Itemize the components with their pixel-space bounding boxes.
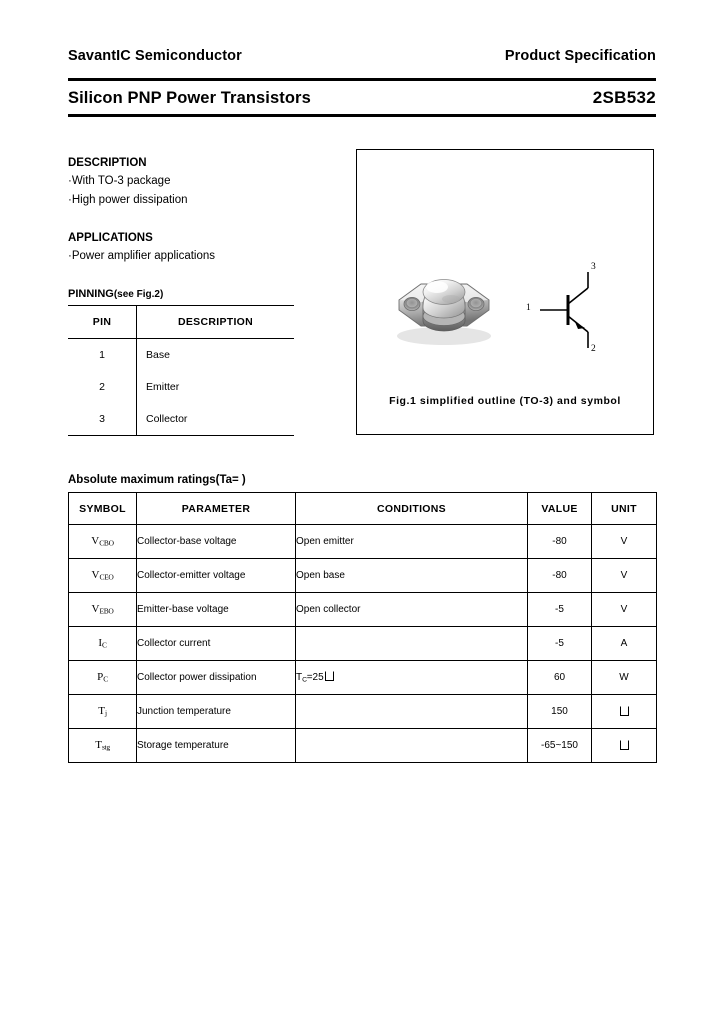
degree-celsius-missing-glyph [620, 706, 629, 716]
symbol-subscript: C [103, 674, 108, 684]
symbol-main: I [98, 637, 102, 650]
condition-main: T [296, 672, 303, 684]
description-item: ·With TO-3 package [68, 175, 171, 187]
table-header-row [68, 306, 294, 339]
document-type: Product Specification [504, 48, 656, 64]
table-row [68, 371, 294, 403]
pinning-title-note: (see Fig.2) [113, 289, 164, 300]
rating-symbol [69, 661, 137, 695]
page-title: Silicon PNP Power Transistors [68, 89, 311, 107]
table-header-row [69, 493, 657, 525]
table-row [68, 339, 294, 372]
pinning-col-pin: PIN [68, 306, 137, 339]
table-row [69, 559, 657, 593]
rating-symbol [69, 559, 137, 593]
rating-unit [592, 695, 657, 729]
pin-number: 3 [68, 403, 137, 436]
rating-value: -5 [528, 627, 592, 661]
symbol-main: T [95, 739, 102, 752]
rating-unit: W [592, 661, 657, 695]
table-row [69, 525, 657, 559]
pin-description: Emitter [146, 381, 180, 393]
ratings-col-symbol: SYMBOL [69, 493, 137, 525]
pinning-title [68, 288, 163, 300]
rating-unit: V [592, 559, 657, 593]
pinning-title-main: PINNING [68, 288, 114, 300]
symbol-main: V [91, 569, 100, 582]
rating-parameter: Emitter-base voltage [137, 593, 296, 627]
description-section [68, 157, 338, 209]
absolute-maximum-ratings-table [68, 492, 657, 763]
rating-unit: V [592, 525, 657, 559]
pnp-transistor-symbol [522, 262, 617, 358]
page-header [68, 48, 656, 64]
symbol-label-collector: 3 [591, 262, 596, 272]
rating-parameter: Junction temperature [137, 695, 296, 729]
symbol-main: P [97, 671, 104, 684]
part-number: 2SB532 [592, 88, 656, 107]
table-row [69, 593, 657, 627]
company-name: SavantIC Semiconductor [68, 48, 242, 64]
rating-unit: A [592, 627, 657, 661]
rating-unit: V [592, 593, 657, 627]
header-rule-bottom [68, 114, 656, 117]
rating-conditions [296, 729, 528, 763]
ratings-col-value: VALUE [528, 493, 592, 525]
description-heading: DESCRIPTION [68, 157, 147, 169]
rating-conditions [296, 627, 528, 661]
rating-value: -5 [528, 593, 592, 627]
rating-parameter: Collector-emitter voltage [137, 559, 296, 593]
rating-conditions [296, 695, 528, 729]
table-row [69, 695, 657, 729]
table-row [68, 403, 294, 436]
symbol-main: V [91, 535, 100, 548]
rating-conditions: Open collector [296, 593, 528, 627]
rating-value: 150 [528, 695, 592, 729]
rating-value: -65~150 [528, 729, 592, 763]
symbol-label-base: 1 [526, 303, 531, 313]
symbol-main: T [98, 705, 105, 718]
to3-package-illustration [379, 258, 509, 354]
pin-number: 1 [68, 339, 137, 372]
condition-subscript: C [302, 676, 307, 684]
figure-caption: Fig.1 simplified outline (TO-3) and symbol [389, 395, 621, 407]
applications-item: ·Power amplifier applications [68, 250, 216, 262]
ratings-col-conditions: CONDITIONS [296, 493, 528, 525]
pinning-table [68, 305, 294, 436]
rating-conditions: Open emitter [296, 525, 528, 559]
degree-celsius-missing-glyph [325, 671, 334, 681]
symbol-subscript: j [104, 708, 107, 718]
description-item: ·High power dissipation [68, 193, 188, 206]
header-rule-top [68, 78, 656, 81]
rating-symbol [69, 695, 137, 729]
rating-value: 60 [528, 661, 592, 695]
table-row [69, 729, 657, 763]
rating-value: -80 [528, 525, 592, 559]
applications-section [68, 232, 338, 266]
transistor-symbol-icon [522, 262, 617, 358]
ratings-title: Absolute maximum ratings(Ta= ) [68, 474, 246, 486]
ratings-col-parameter: PARAMETER [137, 493, 296, 525]
symbol-subscript: CBO [99, 538, 114, 548]
symbol-main: V [91, 603, 100, 616]
symbol-label-emitter: 2 [591, 344, 596, 354]
pin-description: Collector [137, 403, 295, 436]
rating-conditions: Open base [296, 559, 528, 593]
rating-symbol [69, 729, 137, 763]
symbol-subscript: EBO [99, 606, 114, 616]
rating-symbol [69, 627, 137, 661]
pin-number: 2 [68, 371, 137, 403]
rating-unit [592, 729, 657, 763]
symbol-subscript: stg [101, 742, 110, 752]
condition-tail: =25 [306, 672, 324, 684]
table-row [69, 627, 657, 661]
rating-parameter: Collector-base voltage [137, 525, 296, 559]
symbol-subscript: C [101, 640, 107, 650]
ratings-col-unit: UNIT [592, 493, 657, 525]
pin-description: Base [146, 349, 170, 361]
rating-symbol [69, 525, 137, 559]
rating-parameter: Storage temperature [137, 729, 296, 763]
pinning-col-description: DESCRIPTION [137, 306, 295, 339]
degree-celsius-missing-glyph [620, 740, 629, 750]
rating-conditions [296, 661, 528, 695]
figure-1-box [356, 149, 654, 435]
symbol-subscript: CEO [99, 572, 114, 582]
to3-package-icon [379, 258, 509, 354]
rating-parameter: Collector power dissipation [137, 661, 296, 695]
applications-heading: APPLICATIONS [68, 232, 153, 244]
rating-value: -80 [528, 559, 592, 593]
rating-parameter: Collector current [137, 627, 296, 661]
rating-symbol [69, 593, 137, 627]
table-row [69, 661, 657, 695]
title-row [68, 88, 656, 108]
